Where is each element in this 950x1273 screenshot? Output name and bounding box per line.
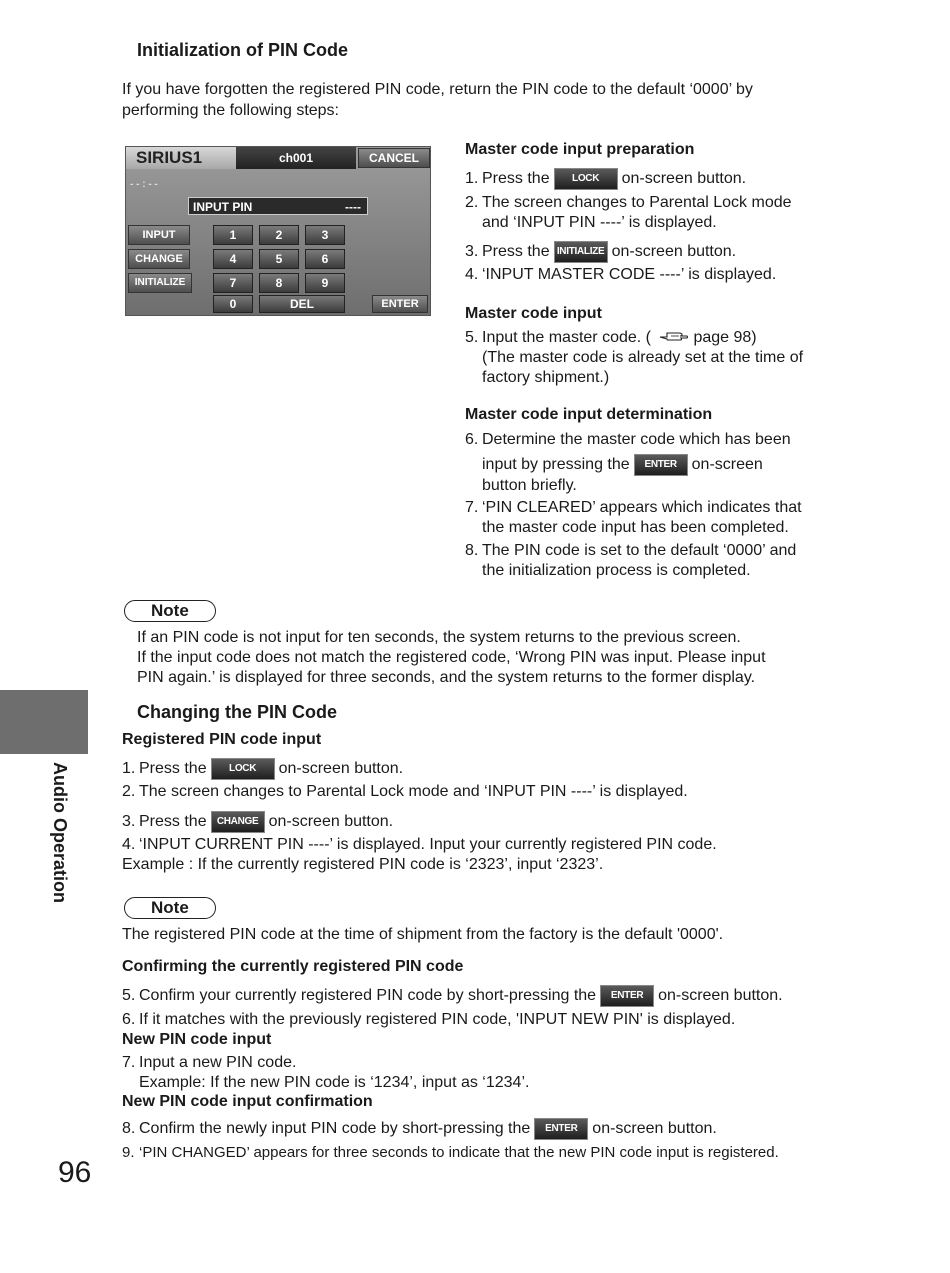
step-number: 3. <box>122 813 136 831</box>
note-label: Note <box>124 897 216 919</box>
step-text: on-screen button. <box>278 760 404 778</box>
prep-step-1 <box>465 168 746 190</box>
change-button-graphic: CHANGE <box>211 811 265 833</box>
prep-step-3 <box>465 241 736 263</box>
step-text: on-screen button. <box>658 987 783 1005</box>
step-number: 8. <box>465 542 479 559</box>
step-number: 6. <box>122 1011 136 1028</box>
step-text: Press the <box>482 170 550 188</box>
screen-input-pin-field <box>188 197 368 215</box>
change-step-3 <box>122 811 393 833</box>
screen-input-button: INPUT <box>128 225 190 245</box>
screen-channel: ch001 <box>236 147 356 169</box>
section-title-changing: Changing the PIN Code <box>137 702 337 722</box>
mcd-step-8 <box>465 541 796 581</box>
step-text: The screen changes to Parental Lock mode and ‘INPUT PIN ----’ is displayed. <box>139 783 688 800</box>
confirm-heading: Confirming the currently registered PIN code <box>122 958 464 975</box>
step-number: 5. <box>465 329 479 347</box>
step-number: 8. <box>122 1120 136 1138</box>
mci-step-5 <box>465 328 803 388</box>
screen-change-button: CHANGE <box>128 249 190 269</box>
screen-key-1: 1 <box>213 225 253 245</box>
step-text: ‘INPUT CURRENT PIN ----’ is displayed. Input your currently registered PIN code. <box>139 836 717 853</box>
sidebar-tab <box>0 690 88 754</box>
step-text: Confirm the newly input PIN code by short-pressing the <box>139 1120 531 1138</box>
change-step-1 <box>122 758 403 780</box>
new-confirm-step-8 <box>122 1118 717 1140</box>
step-text: Input the master code. ( <box>482 329 651 347</box>
change-step-4 <box>122 835 717 875</box>
step-text: Confirm your currently registered PIN code by short-pressing the <box>139 987 597 1005</box>
step-text: on-screen button. <box>592 1120 717 1138</box>
new-confirm-step-9 <box>122 1143 779 1163</box>
lock-button-graphic: LOCK <box>554 168 618 190</box>
step-text: (The master code is already set at the time of <box>482 349 804 367</box>
screen-key-4: 4 <box>213 249 253 269</box>
screen-time: - - : - - <box>130 179 158 190</box>
sidebar-label: Audio Operation <box>50 762 70 903</box>
screen-key-9: 9 <box>305 273 345 293</box>
step-number: 9. <box>122 1144 135 1161</box>
step-text: The PIN code is set to the default ‘0000’ and <box>482 542 797 559</box>
screen-key-0: 0 <box>213 295 253 313</box>
step-text: ‘PIN CHANGED’ appears for three seconds to indicate that the new PIN code input is registered. <box>139 1144 779 1161</box>
mcd-step-6 <box>465 430 791 496</box>
pointing-hand-icon <box>659 328 689 348</box>
prep-step-4 <box>465 265 776 285</box>
note-line: PIN again.’ is displayed for three seconds, and the system returns to the former display. <box>137 669 756 686</box>
mci-heading: Master code input <box>465 305 602 322</box>
step-number: 5. <box>122 987 136 1005</box>
prep-heading: Master code input preparation <box>465 141 695 158</box>
enter-button-graphic: ENTER <box>634 454 688 476</box>
screen-input-pin-label: INPUT PIN <box>193 200 253 214</box>
step-text: the initialization process is completed. <box>482 562 751 579</box>
step-text: factory shipment.) <box>482 369 610 387</box>
step-text: input by pressing the <box>482 456 630 474</box>
step-number: 2. <box>465 194 479 211</box>
intro-line-2: performing the following steps: <box>122 102 339 119</box>
new-pin-step-7 <box>122 1053 529 1093</box>
screen-key-3: 3 <box>305 225 345 245</box>
step-example: Example: If the new PIN code is ‘1234’, input as ‘1234’. <box>139 1074 530 1091</box>
step-text: The screen changes to Parental Lock mode <box>482 194 792 211</box>
step-number: 6. <box>465 431 479 448</box>
screen-key-6: 6 <box>305 249 345 269</box>
step-text: and ‘INPUT PIN ----’ is displayed. <box>482 214 717 231</box>
step-text: Press the <box>139 813 207 831</box>
step-text: page 98) <box>693 329 757 347</box>
mcd-step-7 <box>465 498 802 538</box>
change-step-2 <box>122 782 688 802</box>
enter-button-graphic: ENTER <box>600 985 654 1007</box>
screen-key-8: 8 <box>259 273 299 293</box>
screen-key-7: 7 <box>213 273 253 293</box>
step-number: 7. <box>122 1054 136 1071</box>
step-example: Example : If the currently registered PIN code is ‘2323’, input ‘2323’. <box>122 856 604 873</box>
mcd-heading: Master code input determination <box>465 406 713 423</box>
note-2-text: The registered PIN code at the time of shipment from the factory is the default '0000'. <box>122 926 724 943</box>
step-number: 4. <box>465 266 479 283</box>
screen-key-5: 5 <box>259 249 299 269</box>
initialize-button-graphic: INITIALIZE <box>554 241 608 263</box>
screen-initialize-button: INITIALIZE <box>128 273 192 293</box>
new-pin-heading: New PIN code input <box>122 1031 272 1048</box>
new-pin-confirm-heading: New PIN code input confirmation <box>122 1093 373 1110</box>
confirm-step-6 <box>122 1010 735 1030</box>
screen-input-pin-value: ---- <box>345 200 361 214</box>
step-text: Press the <box>482 243 550 261</box>
step-text: If it matches with the previously registered PIN code, 'INPUT NEW PIN' is displayed. <box>139 1011 736 1028</box>
step-text: on-screen button. <box>268 813 394 831</box>
note-line: If an PIN code is not input for ten seconds, the system returns to the previous screen. <box>137 629 741 646</box>
lock-button-graphic: LOCK <box>211 758 275 780</box>
step-text: button briefly. <box>482 477 577 494</box>
step-text: Determine the master code which has been <box>482 431 791 448</box>
screen-cancel-button: CANCEL <box>358 148 430 168</box>
screen-enter-button: ENTER <box>372 295 428 313</box>
confirm-step-5 <box>122 985 783 1007</box>
step-text: on-screen button. <box>611 243 737 261</box>
step-number: 3. <box>465 243 479 261</box>
step-text: Input a new PIN code. <box>139 1054 297 1071</box>
registered-pin-heading: Registered PIN code input <box>122 731 322 748</box>
step-number: 1. <box>122 760 136 778</box>
note-label: Note <box>124 600 216 622</box>
note-badge-1 <box>124 600 216 622</box>
step-text: on-screen <box>691 456 763 474</box>
intro-line-1: If you have forgotten the registered PIN code, return the PIN code to the default ‘0000’ by <box>122 81 753 98</box>
screen-illustration <box>125 146 431 316</box>
prep-step-2 <box>465 193 792 233</box>
step-text: ‘PIN CLEARED’ appears which indicates that <box>482 499 802 516</box>
note-1-text <box>137 628 766 688</box>
page-number: 96 <box>58 1156 92 1189</box>
note-line: If the input code does not match the registered code, ‘Wrong PIN was input. Please input <box>137 649 766 666</box>
screen-del-button: DEL <box>259 295 345 313</box>
step-number: 2. <box>122 783 136 800</box>
step-number: 1. <box>465 170 479 188</box>
step-text: ‘INPUT MASTER CODE ----’ is displayed. <box>482 266 777 283</box>
step-text: Press the <box>139 760 207 778</box>
enter-button-graphic: ENTER <box>534 1118 588 1140</box>
note-badge-2 <box>124 897 216 919</box>
step-text: the master code input has been completed. <box>482 519 789 536</box>
section-title-initialization: Initialization of PIN Code <box>137 40 348 60</box>
step-text: on-screen button. <box>621 170 747 188</box>
step-number: 7. <box>465 499 479 516</box>
screen-logo: SIRIUS1 <box>126 147 236 169</box>
step-number: 4. <box>122 836 136 853</box>
screen-key-2: 2 <box>259 225 299 245</box>
